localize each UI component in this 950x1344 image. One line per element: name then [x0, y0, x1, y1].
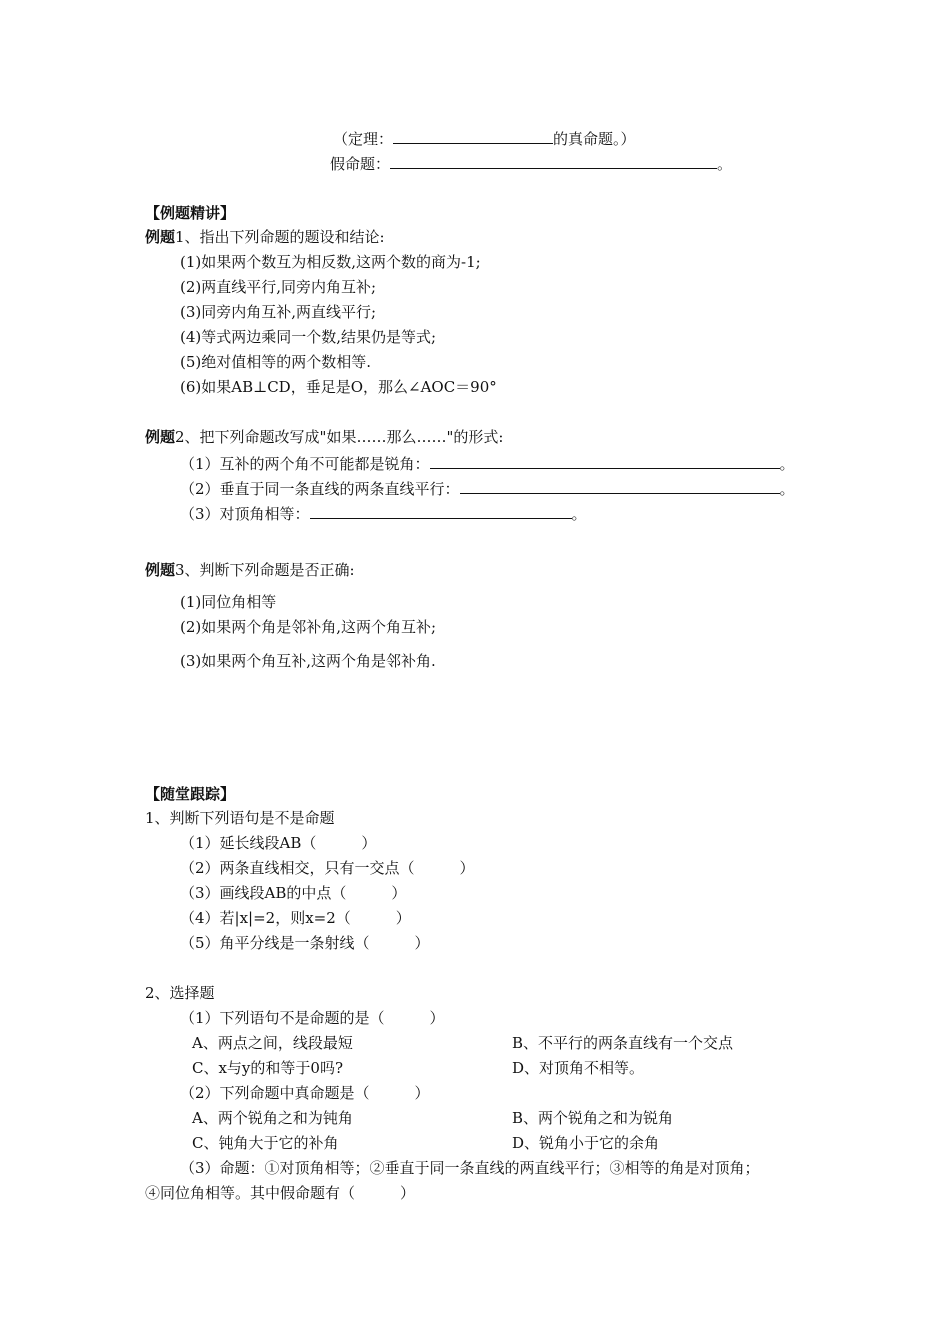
example3-item-1: (1)同位角相等: [180, 593, 277, 611]
tracking-header: 【随堂跟踪】: [145, 785, 236, 803]
example1-item-1: (1)如果两个数互为相反数,这两个数的商为-1;: [180, 253, 481, 271]
example1-item-3: (3)同旁内角互补,两直线平行;: [180, 303, 377, 321]
example2-blank-2[interactable]: [460, 477, 780, 494]
q2-title: 2、选择题: [145, 984, 215, 1002]
q2-s2-option-c: C、钝角大于它的补角: [192, 1134, 339, 1152]
theorem-prefix: （定理：: [333, 130, 394, 148]
false-period: 。: [717, 155, 733, 173]
example2-title: [145, 427, 503, 447]
q2-s1-option-a: A、两点之间，线段最短: [192, 1034, 353, 1052]
example1-title: [145, 227, 385, 247]
example2-item-1-text: （1）互补的两个角不可能都是锐角：: [180, 455, 430, 473]
false-proposition-line: [330, 152, 732, 174]
example3-item-2: (2)如果两个角是邻补角,这两个角互补;: [180, 618, 437, 636]
q1-item-1: （1）延长线段AB（ ）: [180, 834, 377, 852]
example1-text: 1、指出下列命题的题设和结论:: [175, 228, 385, 246]
example2-item-3-text: （3）对顶角相等：: [180, 505, 310, 523]
example1-item-5: (5)绝对值相等的两个数相等.: [180, 353, 372, 371]
example2-item-2: [180, 477, 795, 499]
q1-item-3: （3）画线段AB的中点（ ）: [180, 884, 407, 902]
example1-item-6: (6)如果AB⊥CD，垂足是O，那么∠AOC＝90°: [180, 378, 497, 396]
example3-label: 例题: [145, 561, 176, 579]
example1-label: 例题: [145, 228, 176, 246]
q2-s1-option-d: D、对顶角不相等。: [512, 1059, 645, 1077]
example3-text: 3、判断下列命题是否正确:: [175, 561, 355, 579]
examples-header: 【例题精讲】: [145, 204, 236, 222]
example3-item-3: (3)如果两个角互补,这两个角是邻补角.: [180, 652, 436, 670]
example3-title: [145, 560, 355, 580]
q2-s2-option-d: D、锐角小于它的余角: [512, 1134, 660, 1152]
example2-period-2: 。: [779, 480, 795, 498]
q2-s1-stem: （1）下列语句不是命题的是（ ）: [180, 1009, 445, 1027]
example2-period-1: 。: [779, 455, 795, 473]
q2-s1-option-b: B、不平行的两条直线有一个交点: [512, 1034, 734, 1052]
q2-s2-stem: （2）下列命题中真命题是（ ）: [180, 1084, 430, 1102]
q2-s2-option-a: A、两个锐角之和为钝角: [192, 1109, 353, 1127]
q2-s1-option-c: C、x与y的和等于0吗?: [192, 1059, 343, 1077]
example2-blank-3[interactable]: [310, 502, 572, 519]
q2-s3-line2: ④同位角相等。其中假命题有（ ）: [145, 1184, 416, 1202]
q2-s2-option-b: B、两个锐角之和为锐角: [512, 1109, 674, 1127]
example1-item-4: (4)等式两边乘同一个数,结果仍是等式;: [180, 328, 437, 346]
example2-period-3: 。: [571, 505, 587, 523]
example2-item-3: [180, 502, 587, 524]
false-label: 假命题：: [330, 155, 391, 173]
example2-item-1: [180, 452, 795, 474]
example1-item-2: (2)两直线平行,同旁内角互补;: [180, 278, 377, 296]
theorem-line: [333, 127, 636, 149]
theorem-suffix: 的真命题。）: [553, 130, 636, 148]
example2-label: 例题: [145, 428, 176, 446]
false-blank[interactable]: [390, 152, 717, 169]
example2-item-2-text: （2）垂直于同一条直线的两条直线平行：: [180, 480, 460, 498]
q1-title: 1、判断下列语句是不是命题: [145, 809, 335, 827]
q1-item-4: （4）若|x|=2，则x=2（ ）: [180, 909, 411, 927]
q2-s3-line1: （3）命题：①对顶角相等；②垂直于同一条直线的两直线平行；③相等的角是对顶角；: [180, 1159, 760, 1177]
theorem-blank[interactable]: [393, 127, 553, 144]
example2-text: 2、把下列命题改写成"如果……那么……"的形式:: [175, 428, 504, 446]
example2-blank-1[interactable]: [430, 452, 780, 469]
q1-item-2: （2）两条直线相交，只有一交点（ ）: [180, 859, 475, 877]
q1-item-5: （5）角平分线是一条射线（ ）: [180, 934, 430, 952]
